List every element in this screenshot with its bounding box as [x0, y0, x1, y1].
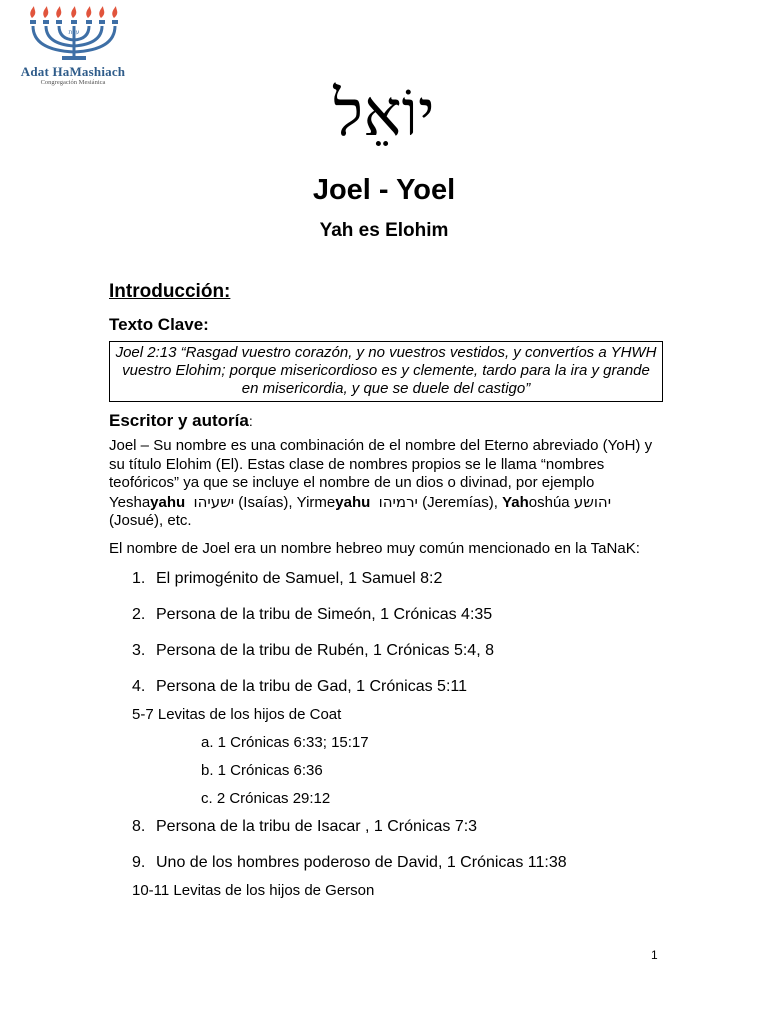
key-text-heading: Texto Clave:: [109, 315, 209, 334]
intro-heading: Introducción:: [109, 281, 231, 302]
hebrew-word: ישעיהו: [193, 492, 235, 511]
author-heading-colon: :: [248, 413, 253, 429]
sublist-item: c. 2 Crónicas 29:12: [201, 790, 331, 807]
list-text: Persona de la tribu de Simeón, 1 Crónicas 4:35: [156, 606, 493, 623]
list-number: 4.: [132, 678, 146, 695]
author-heading-text: Escritor y autoría: [109, 411, 249, 430]
key-text-box: Joel 2:13 “Rasgad vuestro corazón, y no vuestros vestidos, y convertíos a YHWH vuestro Elohim; porque misericordioso es y clemente, tardo para la ira y grande en misericordia, y que se duele del castigo”: [109, 341, 663, 402]
list-item: [109, 642, 669, 678]
paragraph-text: (Isaías), Yirme: [234, 493, 336, 511]
sublist-item: a. 1 Crónicas 6:33; 15:17: [201, 734, 369, 751]
list-text: Persona de la tribu de Gad, 1 Crónicas 5:11: [156, 678, 467, 695]
svg-text:עדת: עדת: [68, 29, 80, 36]
list-item-levites-gerson: 10-11 Levitas de los hijos de Gerson: [132, 882, 375, 899]
list-number: 2.: [132, 606, 146, 623]
paragraph-common-name: El nombre de Joel era un nombre hebreo muy común mencionado en la TaNaK:: [109, 539, 640, 557]
hebrew-word: יהושע: [573, 492, 612, 511]
list-number: 3.: [132, 642, 146, 659]
paragraph-text: (Josué), etc.: [109, 512, 192, 529]
list-number: 1.: [132, 570, 146, 587]
hebrew-word: ירמיהו: [378, 492, 418, 511]
hebrew-title: יוֹאֵל: [333, 77, 435, 151]
logo-subtitle: Congregación Mesiánica: [40, 79, 106, 86]
list-number: 9.: [132, 854, 146, 871]
paragraph-theophoric-names: [109, 437, 669, 531]
paragraph-text: oshúa: [528, 493, 574, 511]
page-subtitle: Yah es Elohim: [319, 220, 449, 241]
bold-yahu: yahu: [150, 493, 186, 511]
list-number: 8.: [132, 818, 146, 835]
list-item: [109, 818, 669, 854]
author-heading: [109, 410, 669, 432]
menorah-icon: [18, 4, 128, 66]
list-item: [109, 570, 669, 606]
paragraph-text: (Jeremías),: [417, 493, 503, 511]
name-list: [109, 570, 669, 910]
list-item: [109, 854, 669, 882]
list-item: [109, 606, 669, 642]
list-text: Persona de la tribu de Rubén, 1 Crónicas 5:4, 8: [156, 642, 494, 659]
sublist-item: b. 1 Crónicas 6:36: [201, 762, 323, 779]
bold-yahu: yahu: [335, 493, 371, 511]
page-number: 1: [651, 948, 658, 962]
list-item-levites-coat: 5-7 Levitas de los hijos de Coat: [132, 706, 342, 723]
paragraph-text: Joel – Su nombre es una combinación de el nombre del Eterno abreviado (YoH) y su título Elohim (El). Estas clase de nombres propios se le llama “nombres teofóricos” ya que se incluye el nombre de un dios o divinad, por ejemplo Yesha: [109, 437, 653, 511]
document-body: [109, 280, 669, 910]
list-text: Persona de la tribu de Isacar , 1 Crónicas 7:3: [156, 818, 478, 835]
list-text: El primogénito de Samuel, 1 Samuel 8:2: [156, 570, 443, 587]
list-text: Uno de los hombres poderoso de David, 1 Crónicas 11:38: [156, 854, 567, 871]
page-title: Joel - Yoel: [312, 174, 456, 206]
logo-name: Adat HaMashiach: [20, 64, 126, 79]
list-item: [109, 678, 669, 706]
bold-yah: Yah: [502, 493, 529, 511]
